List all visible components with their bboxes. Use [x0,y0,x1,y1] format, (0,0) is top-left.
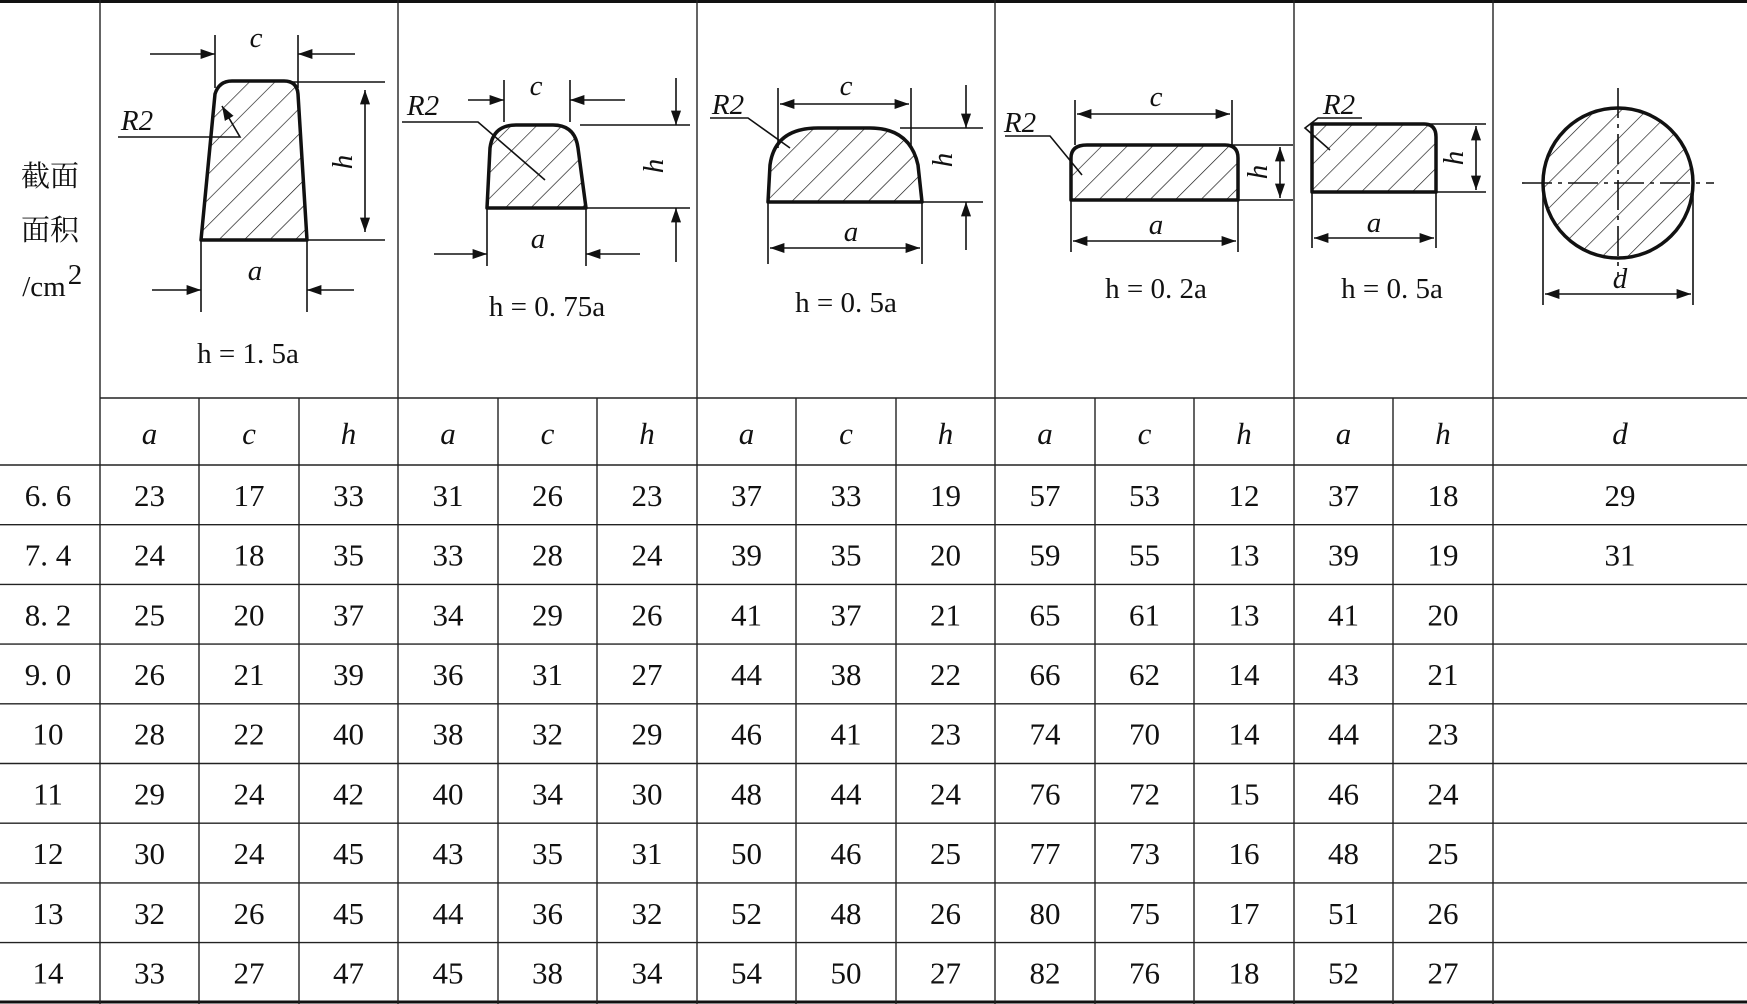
table-cell: 46 [731,716,762,752]
shape-4-section [1071,145,1238,200]
table-cell: 21 [233,656,265,692]
shape-4-flat-block [1003,81,1293,305]
table-cell: 80 [1029,895,1061,931]
area-header-line1: 截面 [20,161,80,193]
table-cell: 31 [432,477,464,513]
shape-1-label-a: a [247,255,263,287]
table-cell: 27 [1427,955,1459,991]
table-cell: 72 [1129,776,1160,812]
shape-5-label-r: R2 [1322,89,1356,121]
shape-6-round-bar [1522,88,1714,305]
shape-4-label-r: R2 [1003,107,1037,139]
area-cell: 11 [33,776,63,812]
table-cell: 39 [333,656,364,692]
table-cell: 24 [631,537,663,573]
shape-2-label-a: a [530,223,546,255]
table-cell: 33 [830,477,862,513]
table-cell: 27 [233,955,265,991]
table-cell: 14 [1228,716,1260,752]
table-cell: 27 [631,656,663,692]
area-header [21,160,82,303]
column-header-h: h [639,416,655,451]
table-cell: 34 [631,955,663,991]
table-cell: 22 [930,656,961,692]
table-cell: 32 [532,716,563,752]
shape-2-label-h: h [638,158,670,174]
table-cell: 23 [930,716,961,752]
table-cell: 39 [731,537,762,573]
table-cell: 41 [830,716,862,752]
table-cell: 25 [1427,836,1459,872]
table-cell: 50 [830,955,862,991]
table-cell: 53 [1129,477,1160,513]
table-cell: 29 [1604,477,1636,513]
table-cell: 26 [233,895,265,931]
area-header-unit: /cm [22,271,66,303]
table-cell: 70 [1129,716,1160,752]
table-cell: 19 [930,477,961,513]
table-cell: 35 [532,836,563,872]
table-cell: 44 [432,895,464,931]
table-cell: 23 [631,477,663,513]
area-cell: 9. 0 [24,656,72,692]
table-cell: 18 [1427,477,1459,513]
table-cell: 13 [1228,537,1260,573]
shape-5-label-a: a [1366,207,1382,239]
shape-4-label-a: a [1148,209,1164,241]
area-cell: 6. 6 [24,477,72,513]
table-cell: 61 [1129,597,1160,633]
table-cell: 44 [830,776,862,812]
table-cell: 43 [1328,656,1359,692]
table-cell: 39 [1328,537,1359,573]
table-cell: 29 [532,597,563,633]
table-cell: 43 [432,836,464,872]
table-cell: 44 [731,656,762,692]
shape-5-rect-block [1305,89,1486,305]
table-cell: 16 [1228,836,1260,872]
column-header-h: h [1236,416,1252,451]
table-cell: 42 [333,776,364,812]
table-cell: 21 [930,597,961,633]
table-cell: 26 [134,656,165,692]
table-body [25,478,1636,991]
area-cell: 7. 4 [24,537,72,573]
table-cell: 28 [532,537,563,573]
column-header-h: h [340,416,357,451]
shape-1-label-h: h [327,154,359,170]
table-cell: 35 [830,537,862,573]
shape-6-label-d: d [1612,263,1628,295]
table-cell: 13 [1228,597,1260,633]
table-cell: 20 [1427,597,1459,633]
table-cell: 65 [1029,597,1061,633]
table-cell: 24 [930,776,961,812]
table-cell: 25 [134,597,165,633]
shape-2-medium-block [402,70,690,323]
table-cell: 32 [631,895,663,931]
table-cell: 17 [1228,895,1260,931]
shape-3-formula: h = 0. 5a [795,287,897,319]
table-cell: 26 [1427,895,1459,931]
shape-3-label-h: h [927,152,959,168]
table-cell: 30 [134,836,165,872]
table-cell: 48 [1328,836,1359,872]
table-cell: 23 [1427,716,1459,752]
table-cell: 28 [134,716,165,752]
table-cell: 29 [631,716,663,752]
table-cell: 46 [830,836,862,872]
table-cell: 76 [1129,955,1160,991]
table-cell: 37 [1328,477,1359,513]
column-header-h: h [937,416,954,451]
shape-1-section [201,81,307,240]
table-cell: 33 [134,955,165,991]
shape-2-section [487,125,586,208]
table-cell: 34 [532,776,563,812]
table-cell: 51 [1328,895,1359,931]
table-cell: 76 [1029,776,1061,812]
table-cell: 45 [333,895,364,931]
table-cell: 52 [1328,955,1359,991]
table-cell: 57 [1029,477,1061,513]
table-cell: 24 [1427,776,1459,812]
area-cell: 8. 2 [24,597,72,633]
shape-4-label-c: c [1149,81,1163,113]
column-header-d: d [1612,416,1628,451]
shape-2-label-c: c [529,70,543,102]
table-cell: 48 [731,776,762,812]
shape-1-label-r: R2 [120,105,154,137]
table-cell: 38 [532,955,563,991]
column-header-c: c [839,416,853,451]
column-header-a: a [440,416,456,451]
table-cell: 31 [1604,537,1636,573]
table-cell: 24 [233,776,265,812]
table-cell: 21 [1427,656,1459,692]
table-cell: 14 [1228,656,1260,692]
shape-1-formula: h = 1. 5a [197,338,299,370]
shape-2-formula: h = 0. 75a [488,291,606,323]
table-cell: 17 [233,477,265,513]
shape-5-section [1312,124,1436,192]
table-cell: 15 [1228,776,1260,812]
shape-3-label-c: c [839,70,853,102]
table-cell: 26 [930,895,961,931]
table-cell: 36 [532,895,563,931]
table-cell: 37 [333,597,364,633]
table-cell: 30 [631,776,663,812]
table-cell: 40 [432,776,464,812]
shape-1-label-c: c [249,22,263,54]
table-cell: 20 [233,597,265,633]
table-cell: 18 [233,537,265,573]
area-cell: 13 [32,895,64,931]
shape-3-label-r: R2 [711,89,745,121]
table-cell: 73 [1129,836,1160,872]
table-cell: 38 [830,656,862,692]
table-cell: 26 [532,477,563,513]
table-cell: 41 [1328,597,1359,633]
column-header-a: a [1335,416,1352,451]
area-header-line2: 面积 [20,215,80,247]
table-cell: 38 [432,716,464,752]
table-cell: 29 [134,776,165,812]
area-cell: 12 [32,836,64,872]
table-cell: 36 [432,656,464,692]
table-cell: 47 [333,955,364,991]
table-cell: 27 [930,955,961,991]
table-cell: 59 [1029,537,1061,573]
table-cell: 82 [1029,955,1061,991]
table-cell: 54 [731,955,762,991]
table-cell: 50 [731,836,762,872]
table-cell: 12 [1228,477,1260,513]
table-cell: 31 [631,836,663,872]
table-cell: 18 [1228,955,1260,991]
area-header-unit-sup: 2 [67,259,83,291]
column-header-c: c [1137,416,1152,451]
shape-3-section [768,128,922,202]
table-cell: 37 [830,597,862,633]
shape-1-tall-trapezoid [118,22,385,370]
table-cell: 77 [1029,836,1061,872]
column-header-c: c [242,416,256,451]
table-cell: 35 [333,537,364,573]
shape-4-label-h: h [1242,164,1274,180]
table-cell: 24 [233,836,265,872]
table-cell: 22 [233,716,265,752]
table-cell: 48 [830,895,862,931]
shape-4-formula: h = 0. 2a [1105,273,1207,305]
area-cell: 10 [32,716,64,752]
table-cell: 25 [930,836,961,872]
table-cell: 32 [134,895,165,931]
shape-3-wide-block [710,70,983,319]
table-cell: 45 [333,836,364,872]
table-cell: 26 [631,597,663,633]
table-cell: 23 [134,477,165,513]
area-cell: 14 [32,955,64,991]
table-cell: 74 [1029,716,1061,752]
column-header-a: a [1037,416,1053,451]
column-header-a: a [141,416,158,451]
table-cell: 33 [432,537,464,573]
shape-5-label-h: h [1438,150,1470,166]
column-header-h: h [1435,416,1451,451]
table-cell: 44 [1328,716,1359,752]
table-cell: 20 [930,537,961,573]
table-cell: 52 [731,895,762,931]
table-cell: 19 [1427,537,1459,573]
table-cell: 33 [333,477,364,513]
table-cell: 66 [1029,656,1061,692]
table-cell: 45 [432,955,464,991]
table-cell: 24 [134,537,165,573]
shape-3-label-a: a [843,216,859,248]
shape-5-formula: h = 0. 5a [1341,273,1443,305]
table-cell: 34 [432,597,464,633]
table-cell: 40 [333,716,364,752]
column-headers [142,416,1629,451]
table-cell: 41 [731,597,762,633]
table-cell: 75 [1129,895,1160,931]
table-cell: 55 [1129,537,1160,573]
table-cell: 62 [1129,656,1160,692]
column-header-a: a [738,416,755,451]
table-cell: 46 [1328,776,1359,812]
shape-2-label-r: R2 [406,90,440,122]
column-header-c: c [540,416,555,451]
table-cell: 31 [532,656,563,692]
table-cell: 37 [731,477,762,513]
